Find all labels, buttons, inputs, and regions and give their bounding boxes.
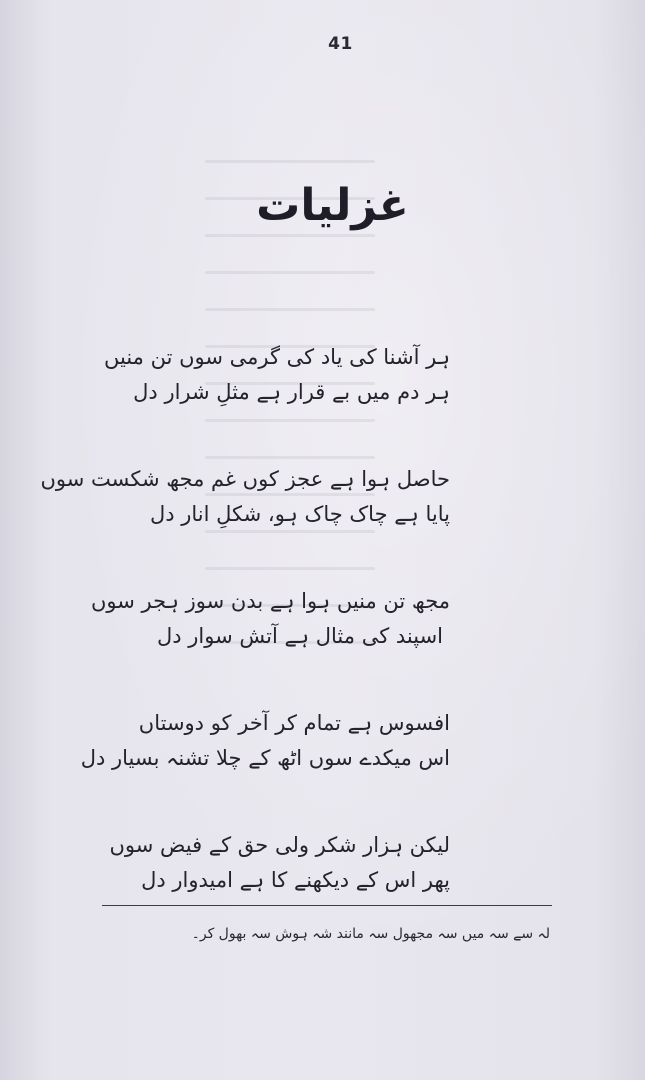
verse-line: مجھ تن منیں ہوا ہے بدن سوز ہجر سوں <box>91 589 450 613</box>
verse-line: ہر آشنا کی یاد کی گرمی سوں تن منیں <box>104 345 450 369</box>
footnote-divider <box>102 905 552 906</box>
verse-line: پھر اس کے دیکھنے کا ہے امیدوار دل <box>141 868 450 892</box>
couplet <box>91 584 450 706</box>
verse-line: حاصل ہوا ہے عجز کوں غم مجھ شکست سوں <box>40 467 450 491</box>
couplet <box>104 340 450 462</box>
verse-line: اس میکدے سوں اٹھ کے چلا تشنہ بسیار دل <box>80 746 450 770</box>
verse-line: افسوس ہے تمام کر آخر کو دوستاں <box>138 711 450 735</box>
couplet <box>40 462 450 584</box>
verse-line: اسپند کی مثال ہے آتش سوار دل <box>156 624 443 648</box>
verse-line: ہر دم میں بے قرار ہے مثلِ شرار دل <box>133 380 450 404</box>
section-heading: غزلیات <box>256 180 409 231</box>
couplet <box>80 706 450 828</box>
verse-line: پایا ہے چاک چاک ہو، شکلِ انار دل <box>149 502 450 526</box>
verse-line: لیکن ہزار شکر ولی حق کے فیض سوں <box>109 833 450 857</box>
footnote: لہ سے سہ میں سہ مجھول سہ مانند شہ ہوش سہ بھول کر۔ <box>191 926 550 942</box>
ghazal-verses <box>40 340 450 950</box>
page-number: 41 <box>328 34 353 54</box>
